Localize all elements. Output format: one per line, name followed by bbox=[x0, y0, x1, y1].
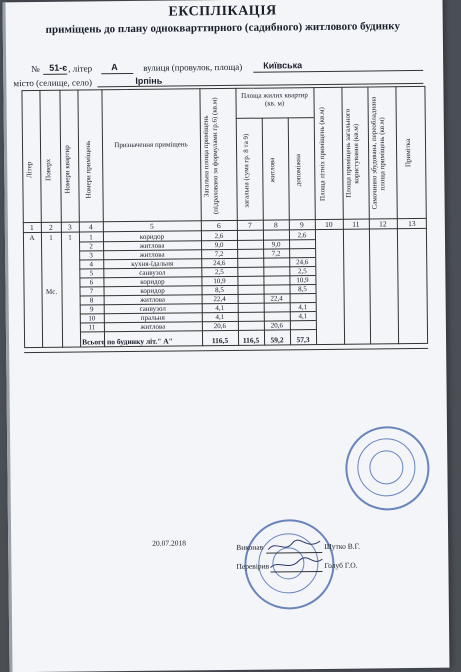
cell-aux: 4,1 bbox=[290, 303, 316, 311]
col-number: 6 bbox=[201, 221, 237, 230]
executed-label: Виконав bbox=[236, 543, 263, 552]
col-number: 3 bbox=[61, 223, 79, 232]
header-room-no: Номери приміщень bbox=[84, 124, 97, 214]
header-total-area: Загальна площа приміщень (підраховано за формулами гр.6) (кв.м) bbox=[201, 96, 234, 216]
liter-label: , літер bbox=[68, 63, 92, 73]
cell-aux: 4,1 bbox=[290, 312, 316, 320]
document-subtitle: приміщень до плану однокварттирного (садибного) житлового будинку bbox=[3, 20, 443, 37]
executed-name: Шутко В.Г. bbox=[324, 542, 360, 551]
cell-purpose: житлова bbox=[103, 250, 201, 259]
explication-table bbox=[21, 86, 428, 348]
cell-living: 20,6 bbox=[264, 321, 290, 329]
cell-purpose: коридор bbox=[103, 277, 201, 286]
col-number: 9 bbox=[289, 220, 315, 229]
cell-total: 10,9 bbox=[201, 277, 237, 285]
cell-total: 4,1 bbox=[202, 313, 238, 321]
cell-aux: 8,5 bbox=[289, 285, 315, 293]
cell-total: 2,5 bbox=[201, 268, 237, 276]
cell-room: 1 bbox=[79, 233, 103, 241]
col-number: 10 bbox=[315, 220, 343, 229]
cell-liter: А bbox=[23, 234, 41, 242]
cell-purpose: коридор bbox=[103, 232, 201, 241]
cell-total: 9,0 bbox=[201, 241, 237, 249]
col-number: 4 bbox=[79, 222, 103, 231]
cell-total: 22,4 bbox=[202, 295, 238, 303]
row-divider bbox=[24, 348, 428, 353]
cell-living: 9,0 bbox=[263, 240, 289, 248]
header-purpose: Призначення приміщень bbox=[106, 140, 196, 149]
col-number: 12 bbox=[369, 219, 397, 228]
cell-total: 7,2 bbox=[201, 250, 237, 258]
header-summer: Площа літніх приміщень (кв.м) bbox=[317, 93, 338, 215]
cell-room: 7 bbox=[79, 287, 103, 295]
header-apt-no: Номери квартир bbox=[63, 125, 76, 215]
cell-living: 22,4 bbox=[264, 294, 290, 302]
handwritten-signature bbox=[266, 537, 326, 578]
cell-purpose: пральня bbox=[104, 313, 202, 322]
cell-purpose: житлова bbox=[104, 295, 202, 304]
cell-total: 24,6 bbox=[201, 259, 237, 267]
cell-room: 9 bbox=[80, 305, 104, 313]
header-liter: Літер bbox=[25, 125, 38, 215]
col-number: 13 bbox=[397, 219, 427, 228]
cell-purpose: житлова bbox=[104, 322, 202, 331]
col-number: 2 bbox=[41, 223, 61, 232]
header-living-group: Площа жилих квартир (кв. м) bbox=[237, 91, 311, 108]
col-number: 7 bbox=[237, 221, 263, 230]
binder-edge bbox=[3, 2, 13, 672]
col-number: 8 bbox=[263, 220, 289, 229]
total-living-total-value: 116,5 bbox=[238, 336, 264, 345]
document-title: ЕКСПЛІКАЦІЯ bbox=[3, 2, 443, 23]
cell-aux: 10,9 bbox=[289, 276, 315, 284]
number-value: 51-є bbox=[49, 63, 67, 73]
cell-apt: 1 bbox=[61, 234, 79, 242]
cell-total: 4,1 bbox=[202, 304, 238, 312]
total-area-value: 116,5 bbox=[202, 336, 238, 345]
total-living-value: 59,2 bbox=[264, 335, 290, 344]
cell-purpose: кухня-їдальня bbox=[103, 259, 201, 268]
street-label: вулиця (провулок, площа) bbox=[143, 62, 242, 73]
cell-room: 2 bbox=[79, 242, 103, 250]
col-number: 5 bbox=[103, 221, 201, 231]
header-common: Площа приміщень загального користування (кв.м) bbox=[343, 93, 366, 215]
document-page bbox=[3, 0, 450, 672]
cell-living: 7,2 bbox=[263, 249, 289, 257]
cell-room: 3 bbox=[79, 251, 103, 259]
cell-total: 20,6 bbox=[202, 322, 238, 330]
header-note: Примітка bbox=[403, 92, 418, 214]
street-value: Київська bbox=[263, 60, 302, 70]
header-living: житлова bbox=[268, 123, 283, 217]
cell-room: 8 bbox=[80, 296, 104, 304]
cell-total: 2,6 bbox=[201, 232, 237, 240]
cell-purpose: санвузол bbox=[104, 304, 202, 313]
cell-purpose: санвузол bbox=[103, 268, 201, 277]
official-stamp-right bbox=[345, 426, 430, 511]
cell-aux: 2,6 bbox=[289, 231, 315, 239]
cell-room: 4 bbox=[79, 260, 103, 268]
checked-label: Перевірив bbox=[236, 562, 269, 571]
cell-aux: 24,6 bbox=[289, 258, 315, 266]
col-number: 11 bbox=[343, 219, 369, 228]
cell-room: 10 bbox=[80, 314, 104, 322]
header-floor: Поверх bbox=[44, 125, 57, 215]
cell-purpose: коридор bbox=[103, 286, 201, 295]
city-label: місто (селище, село) bbox=[13, 77, 92, 88]
total-aux-value: 57,3 bbox=[290, 335, 316, 344]
header-extra: Самочинно збудована, переобладнана площа приміщень (кв.м) bbox=[369, 92, 394, 214]
cell-room: 6 bbox=[79, 278, 103, 286]
cell-purpose: житлова bbox=[103, 241, 201, 250]
cell-room: 5 bbox=[79, 269, 103, 277]
header-auxiliary: допоміжна bbox=[294, 123, 309, 217]
cell-aux: 2,5 bbox=[289, 267, 315, 275]
cell-floor: Мс. bbox=[41, 288, 61, 296]
document-date: 20.07.2018 bbox=[152, 538, 186, 547]
liter-value: А bbox=[111, 62, 118, 72]
number-label: № bbox=[31, 64, 40, 74]
checked-name: Голуб Г.О. bbox=[324, 561, 357, 570]
total-label: Всього по будинку літ." А" bbox=[82, 337, 173, 347]
liter-underline bbox=[101, 73, 133, 74]
city-value: Ірпінь bbox=[135, 76, 162, 86]
cell-total: 8,5 bbox=[201, 286, 237, 294]
cell-room: 11 bbox=[80, 323, 104, 331]
header-living-total: загальна (сума гр. 8 та 9) bbox=[242, 124, 257, 218]
number-underline bbox=[43, 74, 67, 75]
cell-floor: 1 bbox=[41, 234, 61, 242]
col-number: 1 bbox=[23, 223, 41, 232]
